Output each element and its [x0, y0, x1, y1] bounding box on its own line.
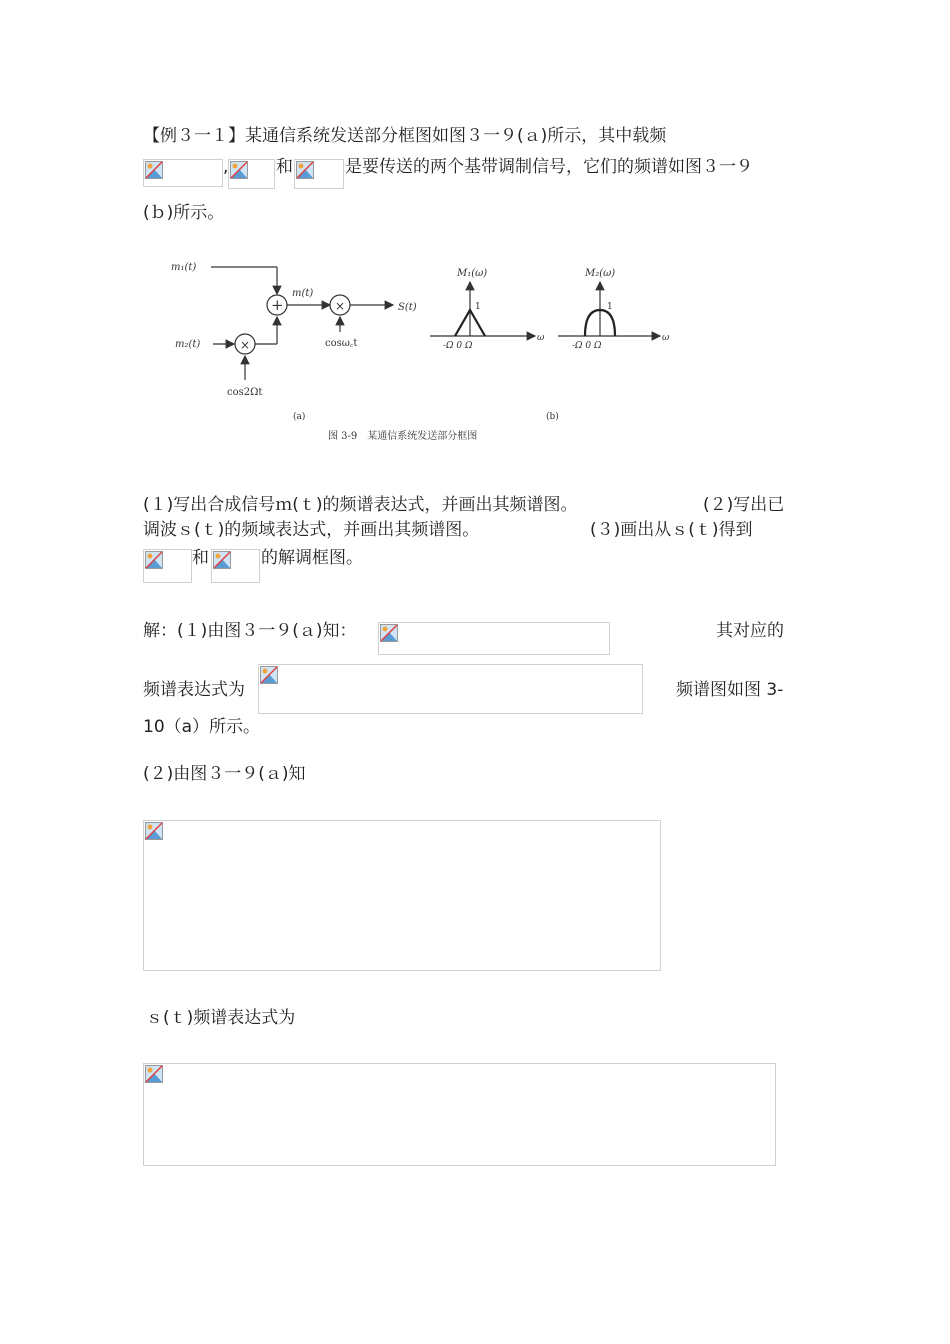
m-label: m(t) — [292, 288, 314, 299]
image-placeholder-m2 — [294, 159, 344, 189]
m1-label: m₁(t) — [171, 262, 197, 273]
comma-separator: , — [223, 157, 229, 177]
M2-ticks: -Ω 0 Ω — [572, 341, 602, 351]
figure-3-9 — [165, 252, 685, 452]
image-placeholder-st-expression — [143, 820, 661, 971]
solution-1-head: 解：(１)由图３一９(ａ)知： — [143, 621, 357, 641]
broken-image-icon — [145, 1065, 163, 1083]
M2-omega: ω — [662, 333, 670, 343]
and-text-1: 和 — [276, 157, 293, 177]
broken-image-icon — [213, 551, 231, 569]
s-label: S(t) — [398, 302, 417, 313]
image-placeholder-m2-recovered — [211, 549, 260, 583]
image-placeholder-m1 — [228, 159, 275, 189]
problem-line1: 【例３一１】某通信系统发送部分框图如图３一９(ａ)所示，其中载频 — [143, 126, 667, 146]
solution-2-head: 频谱表达式为 — [143, 680, 245, 700]
question-2-tail: 调波ｓ(ｔ)的频域表达式，并画出其频谱图。 — [143, 520, 480, 540]
label-b: (b) — [546, 412, 559, 422]
problem-line3: (ｂ)所示。 — [143, 203, 225, 223]
question-1: (１)写出合成信号ｍ(ｔ)的频谱表达式，并画出其频谱图。 — [143, 495, 578, 515]
times-icon: × — [240, 338, 251, 352]
low-cos-label: cos2Ωt — [227, 387, 263, 398]
M1-label: M₁(ω) — [457, 268, 488, 279]
broken-image-icon — [230, 161, 248, 179]
image-placeholder-mt-expression — [378, 622, 610, 655]
image-placeholder-carrier — [143, 159, 223, 187]
question-3-tail: 的解调框图。 — [261, 548, 363, 568]
image-placeholder-S-spectrum — [143, 1063, 776, 1166]
st-spectrum-label: ｓ(ｔ)频谱表达式为 — [146, 1008, 296, 1028]
broken-image-icon — [380, 624, 398, 642]
solution-1-tail: 其对应的 — [716, 621, 784, 641]
M1-omega: ω — [537, 333, 545, 343]
plus-icon: + — [271, 296, 284, 314]
M2-label: M₂(ω) — [585, 268, 616, 279]
M1-ticks: -Ω 0 Ω — [443, 341, 473, 351]
broken-image-icon — [145, 551, 163, 569]
broken-image-icon — [145, 161, 163, 179]
M2-peak-label: 1 — [607, 302, 613, 312]
m2-label: m₂(t) — [175, 339, 201, 350]
broken-image-icon — [145, 822, 163, 840]
question-3-head: (３)画出从ｓ(ｔ)得到 — [590, 520, 753, 540]
label-a: (a) — [293, 412, 306, 422]
carrier-cos-label: cosω꜀t — [325, 338, 358, 349]
solution-3: 10（a）所示。 — [143, 717, 261, 737]
broken-image-icon — [260, 666, 278, 684]
solution-part2-intro: (２)由图３一９(ａ)知 — [143, 764, 306, 784]
image-placeholder-M-spectrum — [258, 664, 643, 714]
M1-peak-label: 1 — [475, 302, 481, 312]
and-text-2: 和 — [192, 548, 209, 568]
times-icon: × — [335, 299, 346, 313]
figure-caption: 图 3-9 某通信系统发送部分框图 — [328, 431, 478, 442]
solution-2-tail: 频谱图如图 3- — [676, 680, 784, 700]
problem-line2: 是要传送的两个基带调制信号，它们的频谱如图３一９ — [345, 157, 753, 177]
question-2-head: (２)写出已 — [703, 495, 785, 515]
image-placeholder-m1-recovered — [143, 549, 192, 583]
broken-image-icon — [296, 161, 314, 179]
